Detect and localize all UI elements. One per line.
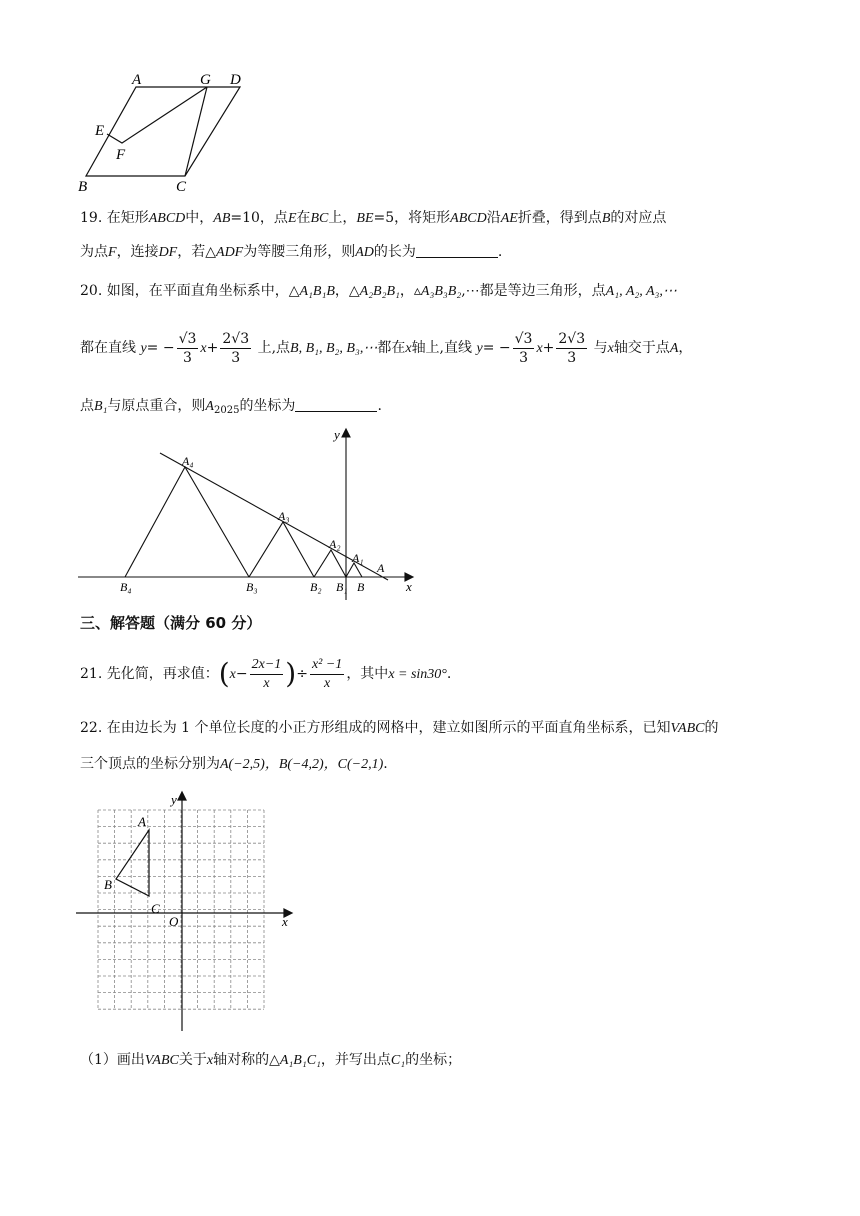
label-A: A [377,561,385,575]
label-B2: B₂ [310,580,322,594]
figure-parallelogram [70,66,260,196]
figure-equilateral-triangles [70,425,430,605]
label-B: B [104,877,112,892]
label-E: E [95,123,105,139]
label-A: A [132,72,142,88]
label-B: B [357,580,365,594]
label-A4: A₄ [182,454,194,468]
q19-line2: 为点F，连接DF，若△ADF为等腰三角形，则AD的长为 . [80,244,503,260]
q20-line2: 都在直线 y= − $\frac{√3}{3}$ x+ $\frac{2√3}{3}$ 上,点B, B₁, B₂, B₃,⋯都在x轴上,直线 y= − $\frac{√3}{3}$ x+ $\frac{2√3}{3}$ 与x轴交于点A， [80,330,693,366]
label-A3: A₃ [278,509,290,523]
label-G: G [200,72,211,88]
label-B3: B₃ [246,580,258,594]
section-heading: 三、解答题（满分 60 分） [80,614,262,632]
label-y: y [171,792,177,807]
label-A1: A₁ [352,551,364,565]
label-x: x [406,579,412,594]
label-D: D [230,72,241,88]
label-A2: A₂ [329,537,341,551]
label-B: B [78,179,88,195]
label-y: y [334,427,340,442]
answer-blank-19[interactable] [416,243,498,258]
q21-line: 21. 先化简，再求值：(x− $\frac{2x-1}{x}$ )÷ $\frac{\text{x² −1}}{x}$ ，其中x = sin30°. [80,656,452,691]
label-B1: B₁ [336,580,348,594]
label-x: x [282,914,288,929]
label-F: F [116,147,126,163]
q22-part1-line: （1）画出VABC关于x轴对称的△A₁B₁C₁，并写出点C₁的坐标； [80,1052,462,1068]
q22-line1: 22. 在由边长为 1 个单位长度的小正方形组成的网格中，建立如图所示的平面直角坐标系，已知VABC的 [80,720,719,736]
figure-coordinate-grid [70,786,300,1036]
label-C: C [176,179,187,195]
answer-blank-20[interactable] [295,397,377,412]
q19-line1: 19. 在矩形ABCD中，AB=10，点E在BC上，BE=5，将矩形ABCD沿AE折叠，得到点B的对应点 [80,210,667,226]
label-O: O [169,914,179,929]
q20-line1: 20. 如图，在平面直角坐标系中，△A₁B₁B，△A₂B₂B₁，▵A₃B₃B₂,⋯都是等边三角形，点A₁, A₂, A₃,⋯ [80,283,677,299]
q20-line3: 点B₁与原点重合，则$A_{2025}$的坐标为 . [80,398,382,416]
label-C: C [151,901,160,916]
label-A: A [138,814,146,829]
label-B4: B₄ [120,580,132,594]
q22-line2: 三个顶点的坐标分别为A(−2,5)，B(−4,2)，C(−2,1). [80,756,388,772]
